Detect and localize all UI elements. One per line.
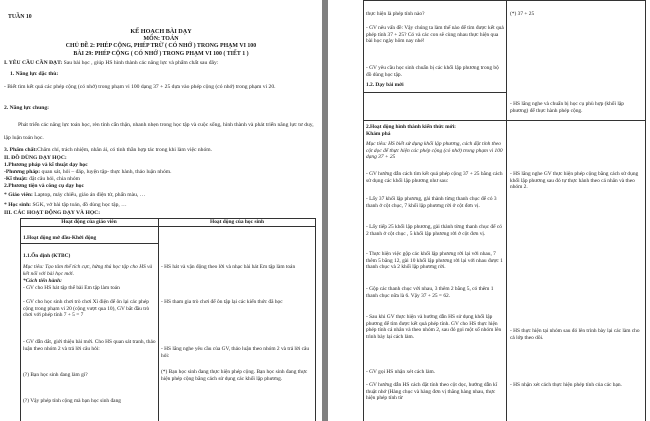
student-answer-1: (*) Bạn học sinh đang thực hiện phép cộng. Bạn học sinh đang thực hiện phép cộng bằng cách sử dụng các khối lập phương. — [161, 369, 308, 382]
document-title: KẾ HOẠCH BÀI DẠY — [130, 28, 192, 35]
activity-1-objective: Mục tiêu: Tạo tâm thế tích cực, hứng thú học tập cho HS và kết nối với bài học mới. — [23, 264, 153, 277]
teacher-prepare-cubes: - GV yêu cầu học sinh chuẩn bị các khối lập phương trong bộ đồ dùng học tập. — [366, 65, 499, 78]
activity-1-1-heading: 1.1.Ổn định (KTBC) — [23, 253, 71, 259]
teacher-question-1: (?) Bạn học sinh đang làm gì? — [23, 372, 88, 378]
methods-line: -Phương pháp: quan sát, hỏi – đáp, luyện tập- thực hành, thảo luận nhóm. — [4, 169, 172, 175]
teacher-step-2: - GV cho học sinh chơi trò chơi Xì điện để ôn lại các phép cộng trong phạm vi 20 (cộng vượt qua 10), GV bắt đầu trò chơi với phép tính 7 + 5 = 7 — [23, 299, 150, 318]
tools-heading: 2.Phương tiện và công cụ dạy học — [4, 183, 84, 189]
student-review: - HS nhận xét cách thực hiện phép tính của các bạn. — [510, 382, 622, 388]
document-page-left — [0, 0, 322, 421]
activity-2-objective: Mục tiêu: HS biết sử dụng khối lập phương, cách đặt tính theo cột dọc để thực hiện các phép cộng (có nhớ) trong phạm vi 100 dạng 37 + 25 — [366, 141, 503, 160]
student-step-1: - HS hát và vận động theo lời và nhạc bài hát Em tập làm toán — [161, 264, 296, 270]
general-competence-text: Phát triển các năng lực toán học, rèn tính cẩn thận, nhanh nhẹn trong học tập và cuộc sống, hình thành và phát triển năng lực tư duy, lập luận toán học. — [4, 122, 314, 141]
activity-table-left — [20, 218, 316, 421]
student-present-work: - HS thực hiện tại nhóm sau đó lên trình bày lại các làm cho cả lớp theo dõi. — [510, 328, 640, 341]
student-practice-cubes: - HS lắng nghe GV thực hiện phép cộng bằng cách sử dụng khối lập phương sau đó tự thực hành theo cá nhân và theo nhóm 2. — [510, 171, 639, 190]
activity-2-heading: 2.Hoạt động hình thành kiến thức mới: — [366, 124, 456, 130]
specific-competence-heading: 1. Năng lực đặc thù: — [10, 71, 59, 77]
teacher-step-combine-units: - Thực hiện việc gộp các khối lập phương rời lại với nhau, 7 thêm 5 bằng 12, gài 10 khối lập phương rời lại với nhau được 1 thanh chục và 2 khối lập phương rời. — [366, 251, 503, 270]
teacher-step-group-practice: - Sau khi GV thực hiện và hướng dẫn HS sử dụng khối lập phương để tìm được kết quả phép tính. GV cho HS thực hiện phép tính cá nhân và theo nhóm 2, sau đó gọi một số nhóm lên trình bày lại cách làm. — [366, 314, 502, 340]
teacher-tools-line: * Giáo viên: Laptop, máy chiếu, giáo án điện tử, phấn màu, … — [4, 192, 146, 198]
student-step-3: - HS lắng nghe yêu cầu của GV, thảo luận theo nhóm 2 và trả lời câu hỏi: — [161, 346, 310, 359]
general-competence-heading: 2. Năng lực chung: — [4, 105, 50, 111]
lesson-title: BÀI 29: PHÉP CỘNG ( CÓ NHỚ ) TRONG PHẠM VI 100 ( TIẾT 1 ) — [73, 51, 249, 57]
requirements-line: I. YÊU CẦU CẦN ĐẠT: Sau bài học , giúp HS hình thành các năng lực và phẩm chất sau đây: — [4, 60, 219, 66]
specific-competence-text: - Biết tìm kết quả các phép cộng (có nhớ) trong phạm vi 100 dạng 37 + 25 dựa vào phép cộng (có nhớ) trong phạm vi 20. — [4, 84, 276, 90]
activity-1-heading: 1.Hoạt động mở đầu-Khởi động — [23, 235, 97, 241]
table-header-student: Hoạt động của học sinh — [210, 219, 264, 225]
activity-table-right — [363, 0, 646, 421]
student-prepare-cubes: - HS lắng nghe và chuẩn bị học cụ phù hợp (khối lập phương) để thực hành phép cộng. — [510, 101, 624, 114]
teacher-column-method: - GV hướng dẫn HS cách đặt tính theo cột dọc, hướng dẫn kĩ thuật nhớ (Hàng chục và hàng đơn vị thẳng hàng nhau, thực hiện phép tính từ — [366, 382, 498, 401]
activity-1-procedure: *Cách tiến hành: — [23, 278, 62, 284]
table-header-teacher: Hoạt động của giáo viên — [61, 219, 117, 225]
teacher-problem-statement: - GV nêu vấn đề: Vậy chúng ta làm thế nào để tìm được kết quả phép tính 37 + 25? Có và các con sẽ cùng nhau thực hiện qua bài học ngày hôm nay nhé! — [366, 25, 504, 44]
new-lesson-heading: 1.2. Dạy bài mới — [366, 82, 404, 88]
teacher-question-2: (?) Vậy phép tính cộng mà bạn học sinh đang — [23, 398, 121, 404]
week-label: TUẦN 10 — [8, 14, 32, 20]
teacher-question-2-cont: thực hiện là phép tính nào? — [366, 11, 425, 17]
teacher-step-25-cubes: - Lấy tiếp 25 khối lập phương, gài thành từng thanh chục để có 2 thanh ở cột chục , 5 khối lập phương rời ở cột đơn vị. — [366, 224, 502, 237]
teacher-guide-cubes: - GV hướng dẫn cách tìm kết quả phép cộng 37 + 25 bằng cách sử dụng các khối lập phương như sau: — [366, 171, 503, 184]
teacher-step-37-cubes: - Lấy 37 khối lập phương, gài thành từng thanh chục để có 3 thanh ở cột chục, 7 khối lập phương rời ở cột đơn vị. — [366, 196, 497, 209]
teacher-ask-review: - GV gọi HS nhận xét cách làm. — [366, 369, 436, 375]
chapter-title: CHỦ ĐỀ 2: PHÉP CỘNG, PHÉP TRỪ ( CÓ NHỚ ) TRONG PHẠM VI 100 — [65, 43, 257, 49]
explore-heading: Khám phá — [366, 131, 391, 137]
student-step-2: - HS tham gia trò chơi để ôn tập lại các kiến thức đã học — [161, 299, 283, 305]
methods-heading: 1.Phương pháp và kĩ thuật dạy học — [4, 162, 88, 168]
student-tools-line: * Học sinh: SGK, vở bài tập toán, đồ dùng học tập, … — [4, 202, 127, 208]
teacher-step-combine-tens: - Gộp các thanh chục với nhau, 3 thêm 2 bằng 5, có thêm 1 thanh chục nữa là 6. Vậy 37 + 25 = 62. — [366, 286, 494, 299]
document-page-right — [328, 0, 650, 421]
teacher-step-3: - GV dẫn dắt, giới thiệu bài mới. Cho HS quan sát tranh, thảo luận theo nhóm 2 và trả lời câu hỏi: — [23, 339, 156, 352]
teacher-step-1: - GV cho HS hát tập thể bài Em tập làm toán — [23, 285, 120, 291]
qualities-line: 3. Phẩm chất:Chăm chỉ, trách nhiệm, nhân ái, có tinh thần hợp tác trong khi làm việc nhóm. — [4, 147, 213, 153]
student-answer-2: (*) 37 + 25 — [510, 11, 535, 17]
subject-title: MÔN: TOÁN — [143, 36, 179, 42]
activities-heading: III. CÁC HOẠT ĐỘNG DẠY VÀ HỌC: — [4, 210, 101, 216]
teaching-materials-heading: II. ĐỒ DÙNG DẠY HỌC: — [4, 155, 67, 161]
techniques-line: -Kĩ thuật: đặt câu hỏi, chia nhóm — [4, 176, 80, 182]
